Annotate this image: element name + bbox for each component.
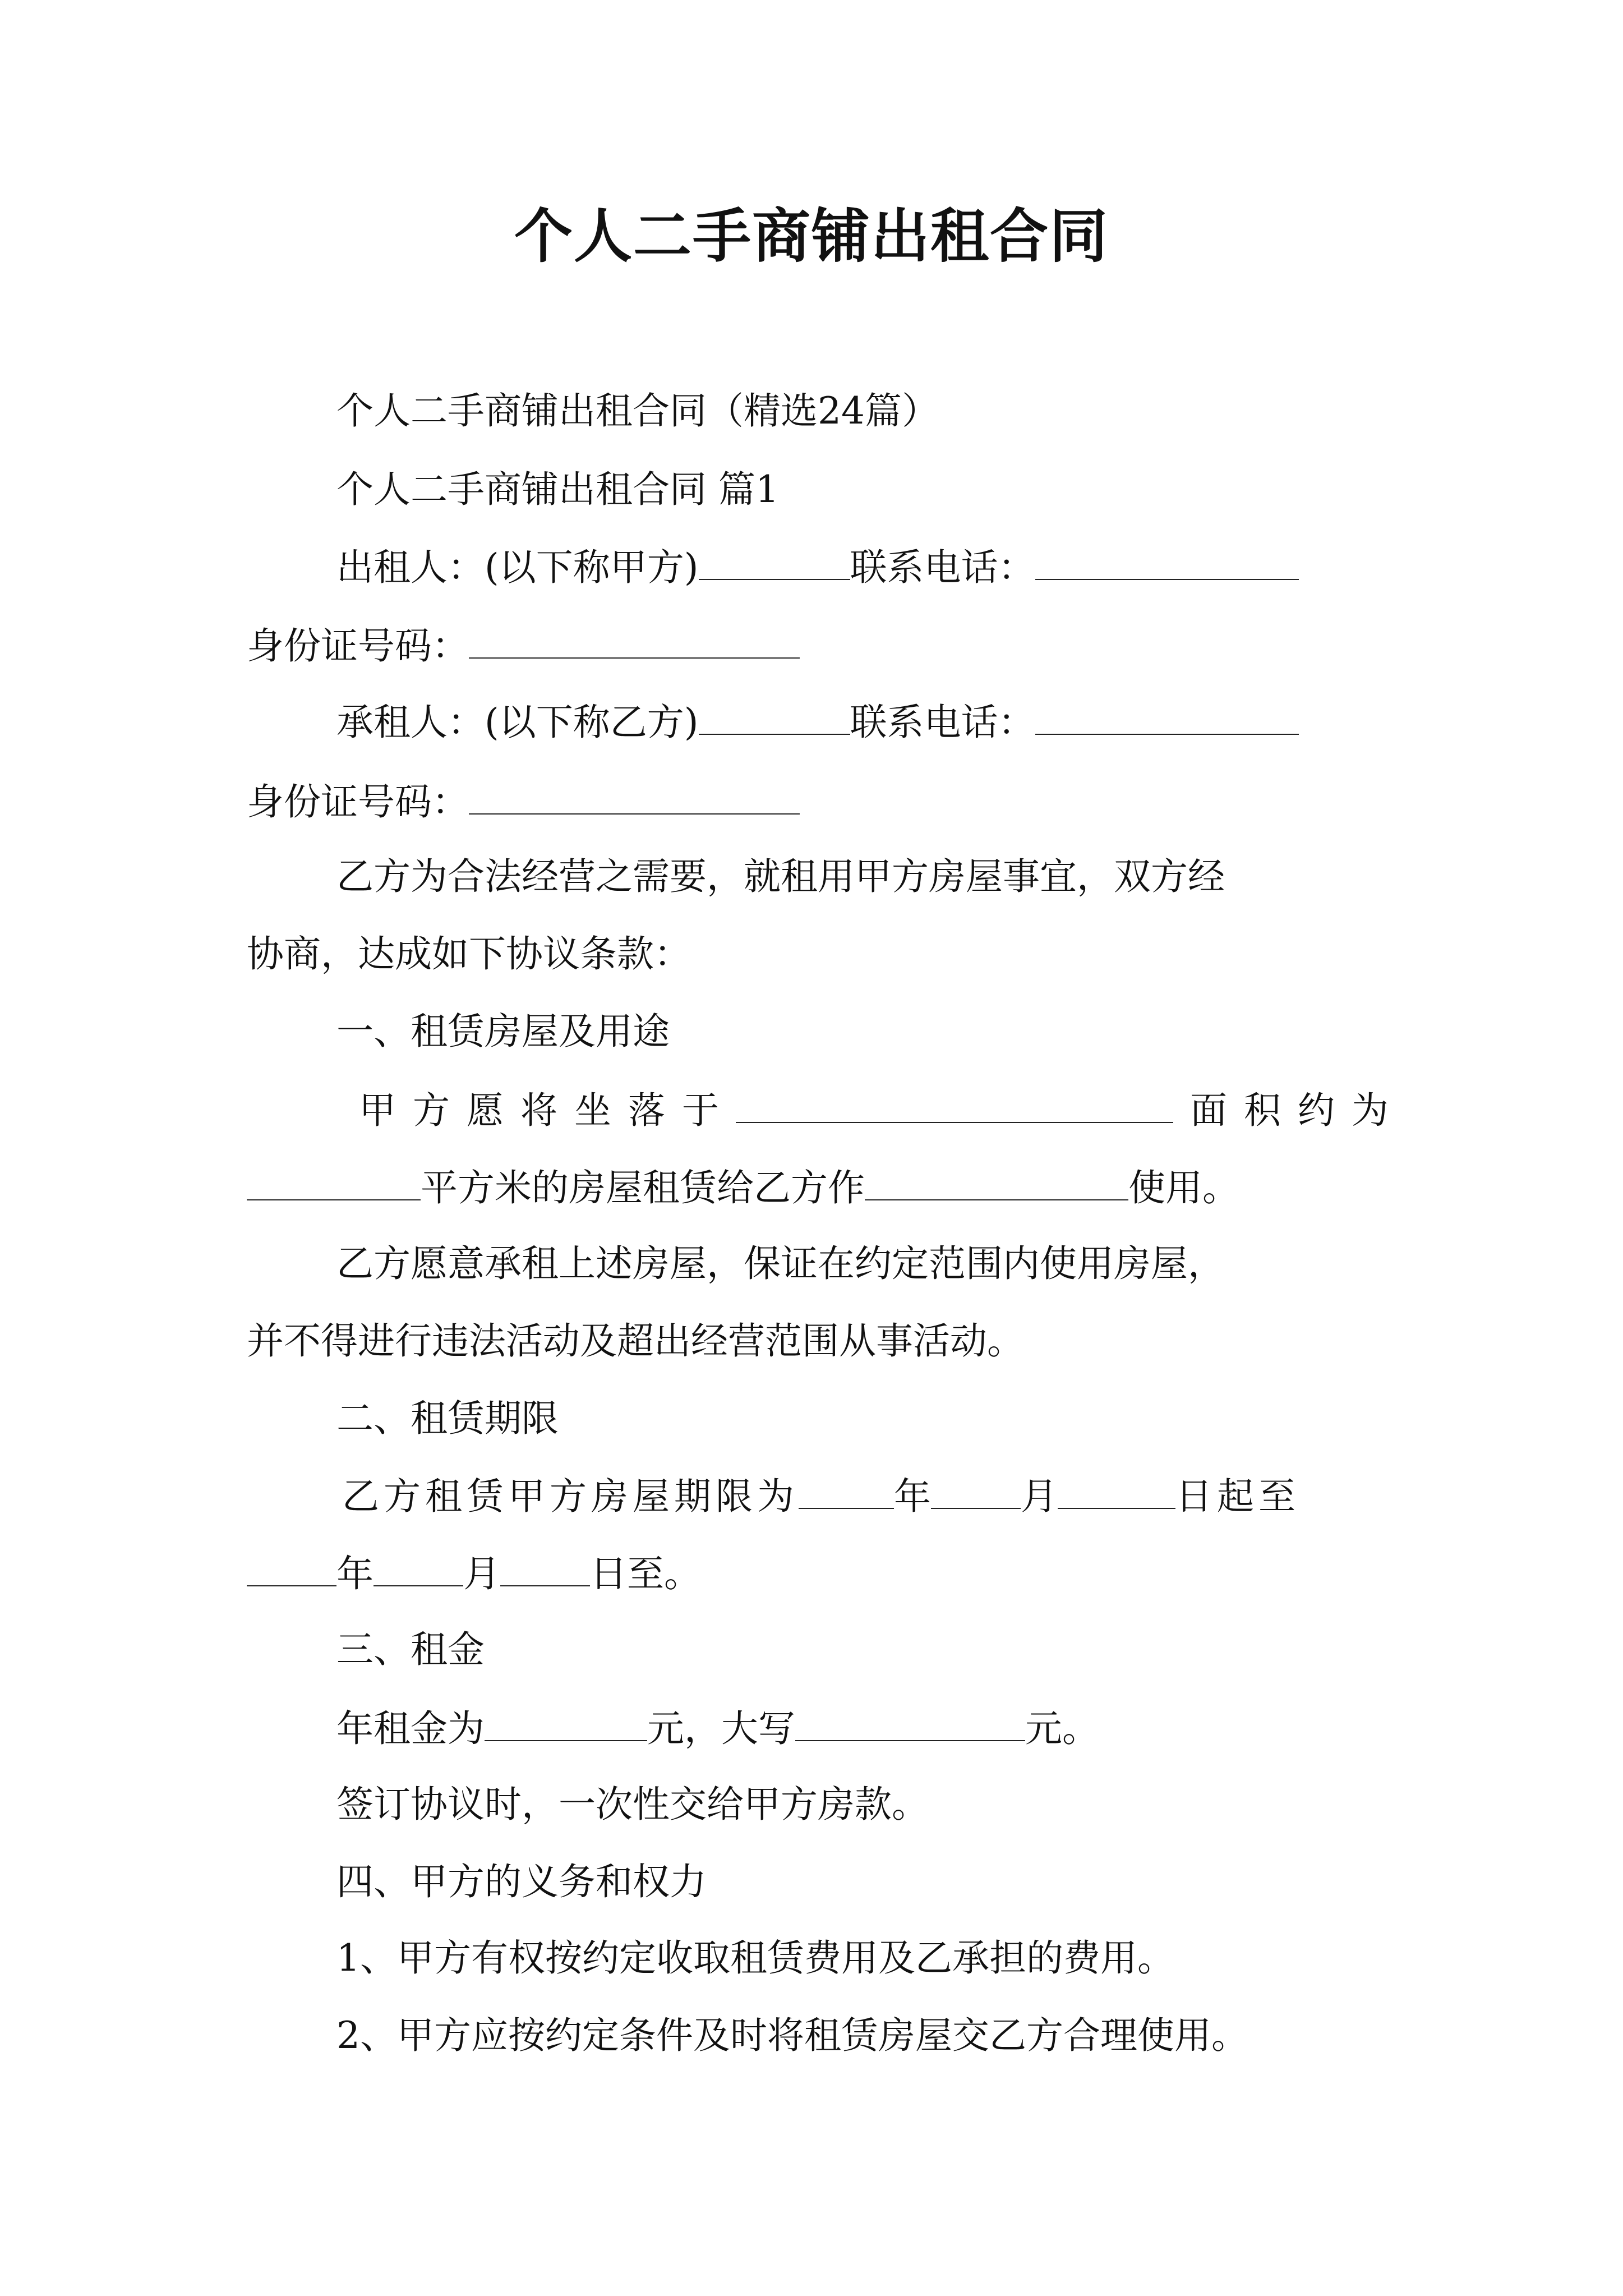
payment-line: 签订协议时，一次性交给甲方房款。 xyxy=(336,1783,929,1826)
location-blank[interactable] xyxy=(736,1084,1173,1123)
lessee-row xyxy=(336,696,1299,748)
clause-1-text-c: 平方米的房屋租赁给乙方作 xyxy=(421,1166,865,1209)
rent-text-c: 元。 xyxy=(1025,1707,1099,1750)
clause-1-text-a: 甲方愿将坐落于 xyxy=(359,1089,736,1132)
clause-1-para-2-line-1: 乙方愿意承租上述房屋，保证在约定范围内使用房屋， xyxy=(336,1242,1225,1285)
lessor-id-label: 身份证号码： xyxy=(247,624,469,668)
lessor-phone-blank[interactable] xyxy=(1035,541,1299,580)
document-title: 个人二手商铺出租合同 xyxy=(514,202,1109,270)
lessor-row xyxy=(336,541,1299,593)
lessee-label: 承租人：(以下称乙方) xyxy=(336,701,699,744)
clause-1-heading: 一、租赁房屋及用途 xyxy=(336,1010,670,1053)
lessee-phone-label: 联系电话： xyxy=(850,701,1035,744)
lessor-name-blank[interactable] xyxy=(699,541,850,580)
intro-line-2: 协商，达成如下协议条款： xyxy=(247,932,691,976)
start-year-label: 年 xyxy=(894,1475,931,1518)
start-year-blank[interactable] xyxy=(799,1470,894,1509)
clause-2-heading: 二、租赁期限 xyxy=(336,1397,559,1440)
lessor-id-row xyxy=(247,619,800,671)
clause-1-text-d: 使用。 xyxy=(1128,1166,1239,1209)
clause-1-row-1 xyxy=(359,1084,1405,1136)
rent-amount-blank[interactable] xyxy=(485,1702,647,1741)
end-day-blank[interactable] xyxy=(500,1547,590,1586)
document-subtitle: 个人二手商铺出租合同（精选24篇） xyxy=(336,389,939,432)
end-year-blank[interactable] xyxy=(247,1547,336,1586)
end-day-label: 日至。 xyxy=(590,1552,701,1595)
end-year-label: 年 xyxy=(336,1552,374,1595)
rent-uppercase-blank[interactable] xyxy=(795,1702,1025,1741)
area-blank[interactable] xyxy=(247,1161,421,1200)
lessor-id-blank[interactable] xyxy=(469,619,800,659)
lessee-phone-blank[interactable] xyxy=(1035,696,1299,735)
clause-4-item-2: 2、甲方应按约定条件及时将租赁房屋交乙方合理使用。 xyxy=(336,2014,1248,2057)
start-day-label: 日起至 xyxy=(1175,1475,1300,1518)
term-row-2 xyxy=(247,1547,701,1599)
usage-blank[interactable] xyxy=(865,1161,1128,1200)
rent-text-a: 年租金为 xyxy=(336,1707,485,1750)
lessee-id-blank[interactable] xyxy=(469,775,800,815)
end-month-label: 月 xyxy=(463,1552,500,1595)
rent-text-b: 元，大写 xyxy=(647,1707,795,1750)
clause-4-heading: 四、甲方的义务和权力 xyxy=(336,1860,707,1903)
section-heading: 个人二手商铺出租合同 篇1 xyxy=(336,468,779,511)
clause-1-text-b: 面积约为 xyxy=(1190,1089,1405,1132)
clause-4-item-1: 1、甲方有权按约定收取租赁费用及乙承担的费用。 xyxy=(336,1936,1174,1980)
term-text: 乙方租赁甲方房屋期限为 xyxy=(342,1475,799,1518)
lessor-phone-label: 联系电话： xyxy=(850,546,1035,589)
lessee-name-blank[interactable] xyxy=(699,696,850,735)
clause-3-heading: 三、租金 xyxy=(336,1628,485,1671)
intro-line-1: 乙方为合法经营之需要，就租用甲方房屋事宜，双方经 xyxy=(336,855,1225,898)
end-month-blank[interactable] xyxy=(374,1547,463,1586)
lessor-label: 出租人：(以下称甲方) xyxy=(336,546,699,589)
rent-row xyxy=(336,1702,1099,1754)
term-row-1 xyxy=(342,1470,1300,1522)
lessee-id-label: 身份证号码： xyxy=(247,780,469,823)
clause-1-row-2 xyxy=(247,1161,1239,1213)
start-day-blank[interactable] xyxy=(1058,1470,1175,1509)
clause-1-para-2-line-2: 并不得进行违法活动及超出经营范围从事活动。 xyxy=(247,1319,1024,1363)
lessee-id-row xyxy=(247,775,800,827)
start-month-label: 月 xyxy=(1021,1475,1058,1518)
start-month-blank[interactable] xyxy=(931,1470,1021,1509)
